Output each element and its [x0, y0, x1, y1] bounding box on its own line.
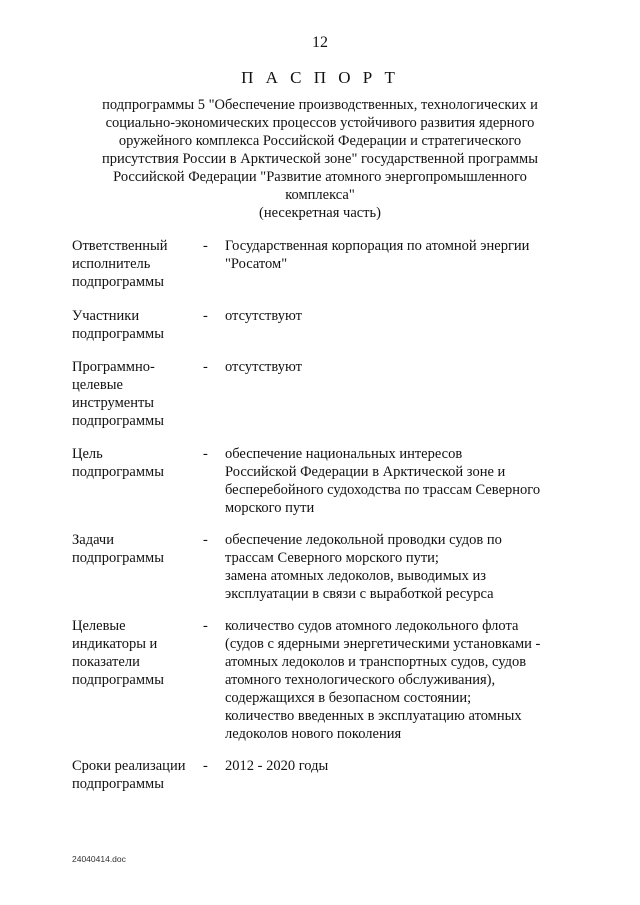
document-subtitle: [80, 96, 560, 222]
row-label: [72, 237, 197, 291]
row-label: [72, 445, 197, 481]
row-value-line: 2012 - 2020 годы: [225, 758, 329, 774]
row-value-line: атомных ледоколов и транспортных судов, судов: [225, 654, 527, 670]
row-dash: -: [203, 359, 208, 375]
row-value-line: Государственная корпорация по атомной энергии: [225, 238, 530, 254]
row-label-line: исполнитель: [72, 256, 151, 272]
row-value: [225, 617, 570, 743]
row-value-line: трассам Северного морского пути;: [225, 550, 439, 566]
row-label-line: подпрограммы: [72, 464, 164, 480]
row-value-line: морского пути: [225, 500, 315, 516]
row-dash: -: [203, 618, 208, 634]
row-label-line: подпрограммы: [72, 776, 164, 792]
row-value-line: количество введенных в эксплуатацию атомных: [225, 708, 522, 724]
subtitle-line: подпрограммы 5 "Обеспечение производственных, технологических и: [102, 97, 538, 113]
subtitle-line: присутствия России в Арктической зоне" государственной программы: [102, 151, 538, 167]
row-value-line: содержащихся в безопасном состоянии;: [225, 690, 472, 706]
row-value-line: эксплуатации в связи с выработкой ресурса: [225, 586, 494, 602]
row-value-line: отсутствуют: [225, 359, 302, 375]
row-label-line: подпрограммы: [72, 274, 164, 290]
row-value: [225, 531, 570, 603]
row-dash: -: [203, 532, 208, 548]
row-value-line: бесперебойного судоходства по трассам Северного: [225, 482, 541, 498]
row-label: [72, 358, 197, 430]
row-value-line: количество судов атомного ледокольного флота: [225, 618, 519, 634]
row-label-line: целевые: [72, 377, 123, 393]
subtitle-line: комплекса": [285, 187, 355, 203]
row-label-line: подпрограммы: [72, 550, 164, 566]
row-value-line: "Росатом": [225, 256, 288, 272]
row-label: [72, 617, 197, 689]
page-number: 12: [312, 34, 328, 51]
row-label-line: Цель: [72, 446, 103, 462]
row-value: [225, 445, 570, 517]
row-label-line: показатели: [72, 654, 140, 670]
row-value-line: Российской Федерации в Арктической зоне и: [225, 464, 506, 480]
row-dash: -: [203, 758, 208, 774]
row-value-line: (судов с ядерными энергетическими установками -: [225, 636, 541, 652]
subtitle-line: Российской Федерации "Развитие атомного энергопромышленного: [113, 169, 527, 185]
row-dash: -: [203, 446, 208, 462]
row-label-line: Сроки реализации: [72, 758, 186, 774]
row-value: [225, 307, 570, 325]
document-file-code: 24040414.doc: [72, 854, 126, 864]
row-label-line: Программно-: [72, 359, 155, 375]
row-value-line: замена атомных ледоколов, выводимых из: [225, 568, 486, 584]
row-dash: -: [203, 308, 208, 324]
row-value: [225, 237, 570, 273]
subtitle-line: социально-экономических процессов устойчивого развития ядерного: [105, 115, 535, 131]
row-label: [72, 757, 197, 793]
row-label-line: Целевые: [72, 618, 126, 634]
subtitle-line: оружейного комплекса Российской Федерации и стратегического: [118, 133, 522, 149]
row-value-line: ледоколов нового поколения: [225, 726, 402, 742]
row-label-line: Ответственный: [72, 238, 168, 254]
row-value-line: обеспечение национальных интересов: [225, 446, 463, 462]
row-value: [225, 358, 570, 376]
row-label-line: инструменты: [72, 395, 155, 411]
row-label-line: подпрограммы: [72, 413, 164, 429]
document-title: П А С П О Р Т: [241, 68, 399, 87]
row-dash: -: [203, 238, 208, 254]
row-label-line: Задачи: [72, 532, 114, 548]
row-label: [72, 531, 197, 567]
row-label-line: подпрограммы: [72, 672, 164, 688]
row-label-line: подпрограммы: [72, 326, 164, 342]
row-value: [225, 757, 570, 775]
row-label-line: Участники: [72, 308, 140, 324]
row-value-line: атомного технологического обслуживания),: [225, 672, 496, 688]
row-label-line: индикаторы и: [72, 636, 158, 652]
row-value-line: отсутствуют: [225, 308, 302, 324]
row-value-line: обеспечение ледокольной проводки судов по: [225, 532, 502, 548]
subtitle-line: (несекретная часть): [259, 205, 381, 221]
row-label: [72, 307, 197, 343]
